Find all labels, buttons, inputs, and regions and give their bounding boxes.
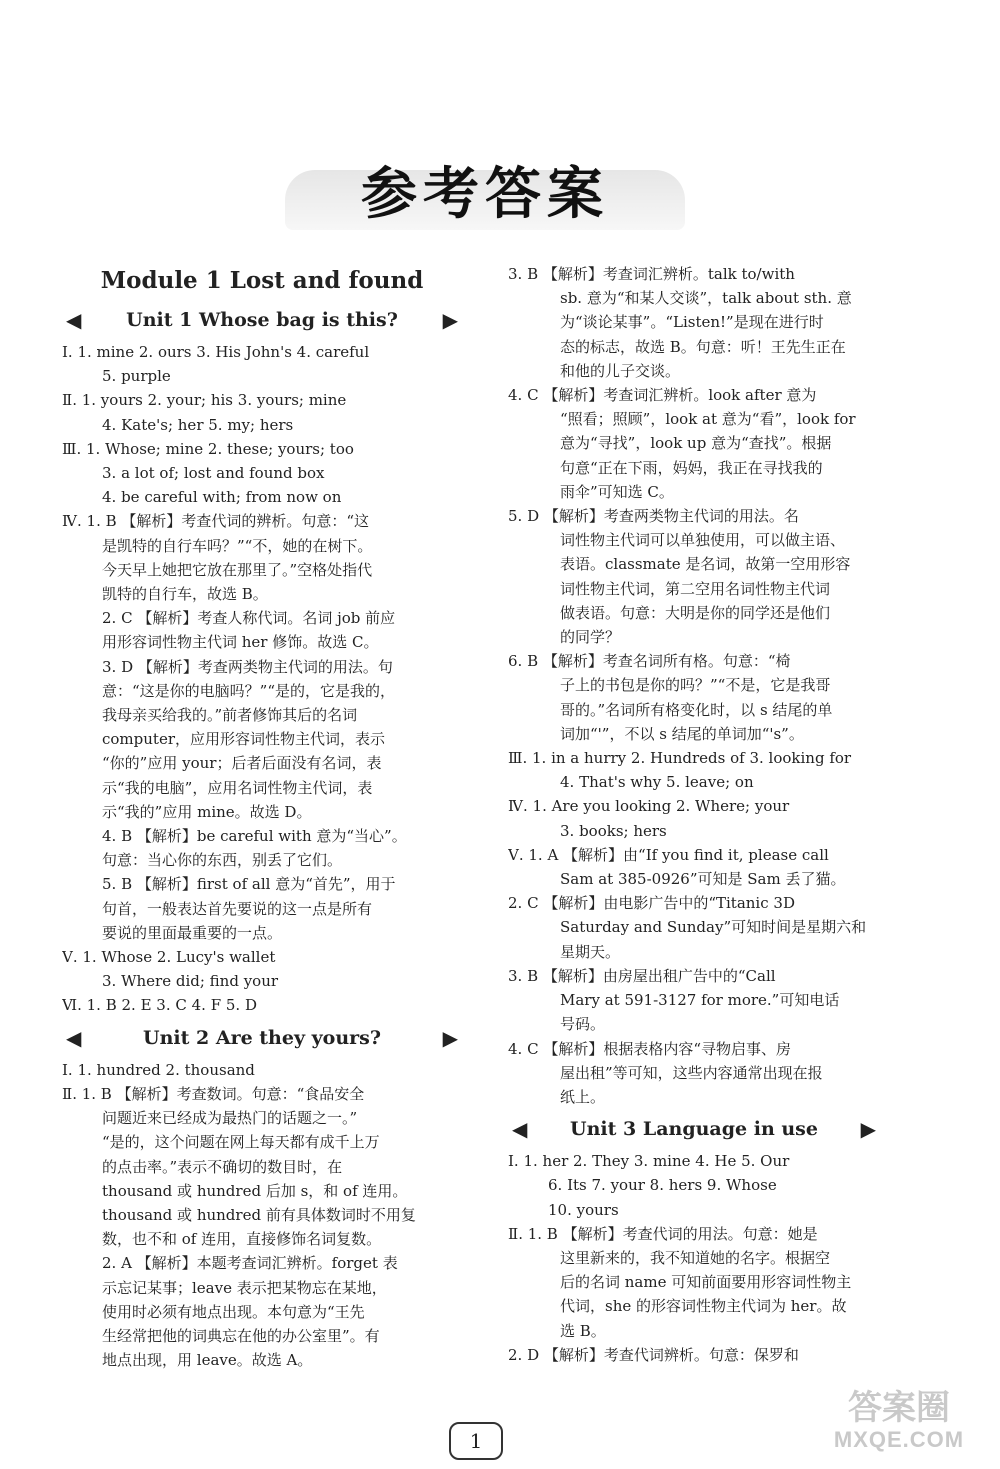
answer-line: 意为“寻找”，look up 意为“查找”。根据 [560, 434, 832, 453]
answer-line: Ⅱ. 1. yours 2. your; his 3. yours; mine [62, 391, 347, 410]
answer-line: 4. C 【解析】考查词汇辨析。look after 意为 [508, 386, 817, 405]
page-number: 1 [449, 1422, 503, 1460]
answer-line: 3. B 【解析】由房屋出租广告中的“Call [508, 966, 776, 985]
answer-line: 3. Where did; find your [102, 972, 279, 991]
answer-line: 和他的儿子交谈。 [560, 361, 681, 380]
watermark-url: MXQE.COM [833, 1427, 965, 1452]
answer-line: 4. B 【解析】be careful with 意为“当心”。 [102, 827, 407, 846]
answer-line: 6. Its 7. your 8. hers 9. Whose [548, 1176, 777, 1195]
answer-line: 4. be careful with; from now on [102, 488, 342, 507]
answer-line: 示“我的电脑”，应用名词性物主代词，表 [102, 778, 373, 797]
answer-line: “照看；照顾”，look at 意为“看”，look for [560, 410, 856, 429]
arrow-left-icon: ◀ [66, 308, 82, 332]
answer-line: 3. D 【解析】考查两类物主代词的用法。句 [102, 657, 393, 676]
answer-line: 代词，she 的形容词性物主代词为 her。故 [560, 1297, 847, 1316]
answer-line: Ⅳ. 1. Are you looking 2. Where; your [508, 797, 790, 816]
answer-line: 5. B 【解析】first of all 意为“首先”，用于 [102, 875, 396, 894]
answer-line: Ⅰ. 1. mine 2. ours 3. His John's 4. careful [62, 343, 370, 361]
answer-line: 态的标志，故选 B。句意：听！王先生正在 [560, 337, 846, 356]
answer-line: 词加“'”，不以 s 结尾的单词加“'s”。 [560, 724, 804, 743]
answer-line: 为“谈论某事”。“Listen!”是现在进行时 [560, 313, 824, 332]
answer-line: 5. D 【解析】考查两类物主代词的用法。名 [508, 507, 799, 526]
answer-line: 凯特的自行车，故选 B。 [102, 585, 268, 604]
answer-line: 3. B 【解析】考查词汇辨析。talk to/with [508, 265, 795, 283]
unit-1-title: Unit 1 Whose bag is this? [126, 309, 398, 331]
answer-line: 问题近来已经成为最热门的话题之一。” [102, 1109, 358, 1128]
answer-line: 2. A 【解析】本题考查词汇辨析。forget 表 [102, 1254, 398, 1273]
answer-line: 雨伞”可知选 C。 [560, 482, 674, 501]
answer-line: 4. Kate's; her 5. my; hers [102, 415, 294, 434]
answer-line: 2. D 【解析】考查代词辨析。句意：保罗和 [508, 1345, 799, 1364]
answer-line: 数，也不和 of 连用，直接修饰名词复数。 [102, 1230, 382, 1249]
left-column [62, 262, 462, 1372]
answer-line: 使用时必须有地点出现。本句意为“王先 [102, 1302, 365, 1321]
unit-3-title: Unit 3 Language in use [570, 1118, 818, 1141]
answer-line: 10. yours [548, 1200, 619, 1219]
answer-line: 句意：当心你的东西，别丢了它们。 [102, 851, 343, 870]
watermark-logo: 答案圈 [848, 1388, 950, 1428]
answer-line: 是凯特的自行车吗？”“不，她的在树下。 [102, 536, 373, 555]
answer-line: “你的”应用 your；后者后面没有名词，表 [102, 754, 382, 773]
answer-line: Ⅰ. 1. hundred 2. thousand [62, 1060, 255, 1079]
answer-line: Ⅱ. 1. B 【解析】考查代词的用法。句意：她是 [508, 1224, 818, 1243]
answer-line: 后的名词 name 可知前面要用形容词性物主 [560, 1273, 852, 1292]
answer-line: Mary at 591-3127 for more.”可知电话 [560, 991, 840, 1010]
answer-line: 3. books; hers [560, 821, 667, 840]
answer-line: Saturday and Sunday”可知时间是星期六和 [560, 918, 867, 937]
answer-line: 示忘记某事；leave 表示把某物忘在某地， [102, 1278, 387, 1297]
answer-line: 用形容词性物主代词 her 修饰。故选 C。 [102, 633, 379, 652]
arrow-right-icon: ▶ [860, 1117, 876, 1142]
answer-line: “是的，这个问题在网上每天都有成千上万 [102, 1133, 380, 1152]
answer-line: Ⅲ. 1. Whose; mine 2. these; yours; too [62, 439, 354, 458]
answer-line: 意：“这是你的电脑吗？”“是的，它是我的， [102, 681, 396, 700]
answer-line: 做表语。句意：大明是你的同学还是他们 [560, 603, 831, 622]
right-column [508, 262, 880, 1367]
answer-line: Ⅵ. 1. B 2. E 3. C 4. F 5. D [62, 996, 257, 1015]
module-title: Module 1 Lost and found [100, 267, 424, 294]
answer-line: Ⅳ. 1. B 【解析】考查代词的辨析。句意：“这 [62, 512, 370, 531]
answer-line: 生经常把他的词典忘在他的办公室里”。有 [102, 1326, 380, 1345]
answer-line: 我母亲买给我的。”前者修饰其后的名词 [102, 706, 358, 725]
answer-line: 6. B 【解析】考查名词所有格。句意：“椅 [508, 652, 791, 671]
answer-line: thousand 或 hundred 前有具体数词时不用复 [102, 1205, 416, 1224]
answer-line: 号码。 [560, 1015, 606, 1034]
answer-line: 句意“正在下雨，妈妈，我正在寻找我的 [560, 458, 823, 477]
answer-line: 星期天。 [560, 942, 621, 961]
unit-2-title: Unit 2 Are they yours? [143, 1026, 381, 1049]
answer-line: 地点出现，用 leave。故选 A。 [102, 1351, 313, 1370]
answer-line: Ⅴ. 1. A 【解析】由“If you find it, please call [508, 845, 829, 864]
unit-2-header [62, 1020, 462, 1056]
answer-line: 2. C 【解析】考查人称代词。名词 job 前应 [102, 609, 396, 628]
answer-line: sb. 意为“和某人交谈”，talk about sth. 意 [560, 289, 852, 308]
arrow-right-icon: ▶ [442, 1025, 458, 1050]
page-title: 参考答案 [361, 161, 609, 227]
answer-line: 词性物主代词可以单独使用，可以做主语、 [560, 531, 846, 550]
answer-line: 的同学？ [560, 628, 621, 647]
answer-line: Ⅰ. 1. her 2. They 3. mine 4. He 5. Our [508, 1152, 790, 1171]
answer-line: 4. C 【解析】根据表格内容“寻物启事、房 [508, 1039, 791, 1058]
watermark [814, 1389, 984, 1459]
answer-line: 4. That's why 5. leave; on [560, 773, 754, 792]
answer-line: 这里新来的，我不知道她的名字。根据空 [560, 1248, 831, 1267]
answer-line: 选 B。 [560, 1321, 606, 1340]
answer-line: 示“我的”应用 mine。故选 D。 [102, 802, 312, 821]
answer-line: 今天早上她把它放在那里了。”空格处指代 [102, 560, 373, 579]
answer-line: 的点击率。”表示不确切的数目时，在 [102, 1157, 343, 1176]
unit-3-header [508, 1111, 880, 1147]
answer-line: 要说的里面最重要的一点。 [102, 923, 283, 942]
answer-line: 纸上。 [560, 1087, 606, 1106]
answer-line: 子上的书包是你的吗？”“不是，它是我哥 [560, 676, 831, 695]
answer-line: thousand 或 hundred 后加 s，和 of 连用。 [102, 1181, 408, 1200]
arrow-left-icon: ◀ [512, 1117, 528, 1142]
answer-line: Ⅴ. 1. Whose 2. Lucy's wallet [62, 948, 276, 967]
answer-line: 2. C 【解析】由电影广告中的“Titanic 3D [508, 894, 795, 913]
answer-line: 3. a lot of; lost and found box [102, 464, 325, 483]
page-title-banner [285, 150, 685, 230]
answer-line: 句首，一般表达首先要说的这一点是所有 [102, 899, 373, 918]
answer-line: computer，应用形容词性物主代词，表示 [102, 730, 385, 749]
answer-line: 5. purple [102, 367, 171, 386]
unit-1-header [62, 302, 462, 338]
answer-line: Sam at 385-0926”可知是 Sam 丢了猫。 [560, 870, 846, 889]
answer-line: Ⅲ. 1. in a hurry 2. Hundreds of 3. looking for [508, 749, 852, 768]
answer-line: 屋出租”等可知，这些内容通常出现在报 [560, 1063, 823, 1082]
answer-line: 表语。classmate 是名词，故第一空用形容 [560, 555, 851, 574]
answer-line: 词性物主代词，第二空用名词性物主代词 [560, 579, 831, 598]
answer-line: Ⅱ. 1. B 【解析】考查数词。句意：“食品安全 [62, 1084, 365, 1103]
arrow-left-icon: ◀ [66, 1025, 82, 1050]
answer-line: 哥的。”名词所有格变化时，以 s 结尾的单 [560, 700, 833, 719]
arrow-right-icon: ▶ [442, 308, 458, 332]
